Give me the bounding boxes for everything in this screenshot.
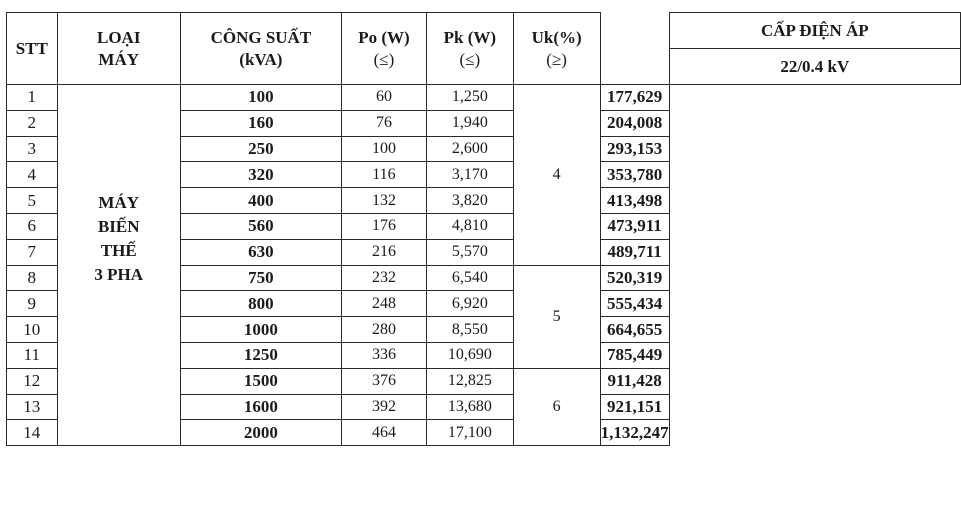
cell-price: 177,629 xyxy=(600,85,669,111)
cell-stt: 14 xyxy=(7,420,58,446)
cell-kva: 750 xyxy=(180,265,341,291)
cell-kva: 160 xyxy=(180,110,341,136)
cell-pk: 13,680 xyxy=(427,394,514,420)
cell-kva: 1000 xyxy=(180,317,341,343)
cell-price: 413,498 xyxy=(600,188,669,214)
cell-price: 785,449 xyxy=(600,342,669,368)
machine-type-line1: MÁY xyxy=(98,193,140,213)
cell-po: 248 xyxy=(341,291,426,317)
header-machine-type xyxy=(57,13,180,85)
cell-kva: 250 xyxy=(180,136,341,162)
cell-pk: 1,940 xyxy=(427,110,514,136)
cell-stt: 1 xyxy=(7,85,58,111)
header-po-line1: Po (W) xyxy=(358,27,410,47)
cell-po: 464 xyxy=(341,420,426,446)
cell-po: 376 xyxy=(341,368,426,394)
cell-pk: 10,690 xyxy=(427,342,514,368)
header-machine-type-line1: LOẠI xyxy=(96,27,141,47)
table-row xyxy=(7,85,961,111)
cell-po: 76 xyxy=(341,110,426,136)
machine-type-line3: THẾ xyxy=(100,241,137,261)
transformer-table-container xyxy=(6,12,961,446)
cell-po: 232 xyxy=(341,265,426,291)
cell-machine-type xyxy=(57,85,180,446)
cell-kva: 320 xyxy=(180,162,341,188)
cell-price: 489,711 xyxy=(600,239,669,265)
cell-price: 664,655 xyxy=(600,317,669,343)
header-po-line2: (≤) xyxy=(373,49,395,69)
header-stt: STT xyxy=(7,13,58,85)
cell-price: 520,319 xyxy=(600,265,669,291)
cell-price: 911,428 xyxy=(600,368,669,394)
cell-stt: 5 xyxy=(7,188,58,214)
column-gap xyxy=(600,13,669,85)
machine-type-line2: BIẾN xyxy=(97,217,140,237)
cell-po: 60 xyxy=(341,85,426,111)
cell-pk: 6,920 xyxy=(427,291,514,317)
cell-kva: 400 xyxy=(180,188,341,214)
cell-kva: 800 xyxy=(180,291,341,317)
cell-kva: 630 xyxy=(180,239,341,265)
cell-po: 176 xyxy=(341,213,426,239)
header-pk-line2: (≤) xyxy=(459,49,481,69)
cell-stt: 3 xyxy=(7,136,58,162)
cell-po: 132 xyxy=(341,188,426,214)
cell-price: 921,151 xyxy=(600,394,669,420)
cell-pk: 8,550 xyxy=(427,317,514,343)
cell-stt: 2 xyxy=(7,110,58,136)
cell-po: 336 xyxy=(341,342,426,368)
cell-pk: 3,170 xyxy=(427,162,514,188)
cell-kva: 1500 xyxy=(180,368,341,394)
cell-stt: 11 xyxy=(7,342,58,368)
header-capacity xyxy=(180,13,341,85)
cell-pk: 17,100 xyxy=(427,420,514,446)
cell-stt: 8 xyxy=(7,265,58,291)
cell-stt: 9 xyxy=(7,291,58,317)
header-capacity-line1: CÔNG SUẤT xyxy=(210,27,312,47)
cell-po: 392 xyxy=(341,394,426,420)
cell-pk: 12,825 xyxy=(427,368,514,394)
cell-stt: 7 xyxy=(7,239,58,265)
cell-kva: 100 xyxy=(180,85,341,111)
cell-price: 473,911 xyxy=(600,213,669,239)
cell-stt: 12 xyxy=(7,368,58,394)
cell-po: 280 xyxy=(341,317,426,343)
cell-po: 216 xyxy=(341,239,426,265)
transformer-price-table xyxy=(6,12,961,446)
cell-stt: 6 xyxy=(7,213,58,239)
cell-uk-group-1: 4 xyxy=(513,85,600,266)
cell-kva: 560 xyxy=(180,213,341,239)
header-voltage-level: CẤP ĐIỆN ÁP xyxy=(669,13,960,49)
cell-po: 100 xyxy=(341,136,426,162)
cell-price: 204,008 xyxy=(600,110,669,136)
cell-pk: 2,600 xyxy=(427,136,514,162)
header-uk xyxy=(513,13,600,85)
header-uk-line2: (≥) xyxy=(546,49,567,69)
header-capacity-line2: (kVA) xyxy=(239,49,283,69)
cell-uk-group-2: 5 xyxy=(513,265,600,368)
header-pk xyxy=(427,13,514,85)
header-machine-type-line2: MÁY xyxy=(98,49,140,69)
cell-kva: 1250 xyxy=(180,342,341,368)
cell-stt: 13 xyxy=(7,394,58,420)
header-pk-line1: Pk (W) xyxy=(443,27,497,47)
cell-price: 1,132,247 xyxy=(600,420,669,446)
cell-uk-group-3: 6 xyxy=(513,368,600,445)
cell-price: 293,153 xyxy=(600,136,669,162)
header-uk-line1: Uk(%) xyxy=(531,27,582,47)
cell-stt: 4 xyxy=(7,162,58,188)
header-po xyxy=(341,13,426,85)
cell-price: 353,780 xyxy=(600,162,669,188)
machine-type-line4: 3 PHA xyxy=(94,265,144,285)
cell-kva: 1600 xyxy=(180,394,341,420)
cell-stt: 10 xyxy=(7,317,58,343)
cell-pk: 6,540 xyxy=(427,265,514,291)
table-body xyxy=(7,85,961,446)
header-voltage-value: 22/0.4 kV xyxy=(669,49,960,85)
cell-kva: 2000 xyxy=(180,420,341,446)
cell-pk: 3,820 xyxy=(427,188,514,214)
cell-price: 555,434 xyxy=(600,291,669,317)
cell-pk: 1,250 xyxy=(427,85,514,111)
cell-po: 116 xyxy=(341,162,426,188)
cell-pk: 4,810 xyxy=(427,213,514,239)
cell-pk: 5,570 xyxy=(427,239,514,265)
